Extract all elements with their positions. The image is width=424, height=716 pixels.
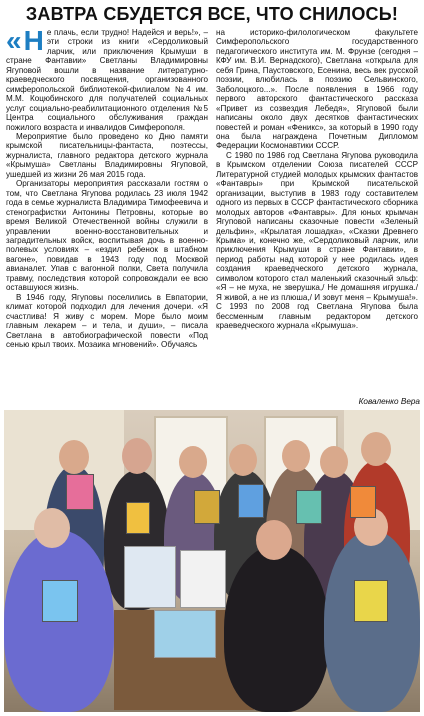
lead-text: е плачь, если трудно! Надейся и верь!», – эти строки из книги «Сердоликовый ларчик, или приключения Крымуши в стране Фантавии» Светланы Владимировны Ягуповой вошли в название литературно-краеведческого посвящения, организованного симферопольской библиотекой-филиалом №4 им. М.М. Коцюбинского для получателей социальных услуг социально-реабилитационного отделения №5 Центра социального обслуживания граждан пожилого возраста и инвалидов Симферополя.: [6, 28, 208, 132]
person: [224, 545, 329, 712]
person-head: [179, 446, 207, 478]
book: [194, 490, 220, 524]
poster: [124, 546, 176, 608]
lead-quote-mark: «: [6, 28, 22, 56]
paragraph: С 1980 по 1986 год Светлана Ягупова руководила в Крымском отделении Союза писателей СССР Литературной студией молодых крымских фантастов «Фантавры» при Крымской писательской организации, выступив в 1983 году составителем одного из первых в СССР фантастического сборника молодых авторов «Фантавры». Для юных крымчан Ягуповой написаны сказочные повести «Зеленый дельфин», «Крылатая лошадка», «Сказки Древнего Крыма» и, конечно же, «Сердоликовый ларчик, или приключения Крымуши в стране Фантавии», в период работы над которой у нее родилась идея создания краеведческого детского журнала, символом которого стал маленький сказочный эльф: «Я – не муха, не зверушка,/ Не домашняя игрушка./ Я живой, а не из плюша,/ И зовут меня – Крымуша!». С 1993 по 2008 год Светлана Ягупова была бессменным главным редактором детского краеведческого журнала «Крымуша».: [216, 150, 418, 331]
person-head: [320, 446, 348, 478]
poster: [154, 610, 216, 658]
drop-cap: Н: [23, 28, 44, 56]
book: [296, 490, 322, 524]
book: [350, 486, 376, 518]
lead-paragraph: [6, 28, 208, 132]
paragraph: на историко-филологическом факультете Симферопольского государственного педагогического института им. М. Фрунзе (сегодня – КФУ им. В.И. Вернадского), Светлана «открыла для себя Грина, Паустовского, Есенина, весь век русской поэзии, влюбилась в поэзию Сельвинского, Заболоцкого...». После появления в 1966 году первого авторского фантастического рассказа «Привет из созвездия Лебедя», Ягуповой были написаны около двух десятков фантастических повестей и роман «Феникс», за который в 1990 году она была награждена Почетным Дипломом Федерации Космонавтики СССР.: [216, 28, 418, 151]
poster: [180, 550, 226, 608]
article-column-right: [216, 28, 418, 406]
person-head: [59, 440, 89, 474]
person-head: [256, 520, 292, 560]
book: [66, 474, 94, 510]
person-head: [34, 508, 70, 548]
paragraph: В 1946 году, Ягуповы поселились в Евпатории, климат которой подходил для лечения дочери. «Я счастлива! Я живу с морем. Море было моим главным лекарем – и тела, и души», – писала Светлана в автобиографической повести «Под сенью крыл твоих. Мозаика мгновений». Обучаясь: [6, 292, 208, 349]
person-head: [229, 444, 257, 476]
author-byline: Коваленко Вера: [358, 397, 420, 406]
book: [42, 580, 78, 622]
paragraph: Организаторы мероприятия рассказали гостям о том, что Светлана Ягупова родилась 23 июля 1942 года в семье журналиста Владимира Тимофеевича и стенографистки Антонины Петровны, которые во время Великой Отечественной войны служили в управлении военно-восстановительных и заградительных войск, воспитывая дочь в военно-полевых условиях – «ездил ребенок в штабном вагоне», повидав в 1943 году под Москвой авианалет. Упав с вагонной полки, Света получила травму, последствия которой сопровождали ее всю оставшуюся жизнь.: [6, 179, 208, 293]
paragraph: Мероприятие было проведено ко Дню памяти крымской писательницы-фантаста, поэтессы, журналиста, главного редактора детского журнала «Крымуша» Светланы Владимировны Ягуповой, ушедшей из жизни 26 мая 2015 года.: [6, 131, 208, 179]
article-column-left: [6, 28, 208, 406]
headline: ЗАВТРА СБУДЕТСЯ ВСЕ, ЧТО СНИЛОСЬ!: [25, 4, 399, 24]
person-head: [361, 432, 391, 466]
book: [126, 502, 150, 534]
person-head: [122, 438, 152, 474]
person-head: [282, 440, 310, 472]
book: [238, 484, 264, 518]
group-photo: [4, 410, 420, 712]
book: [354, 580, 388, 622]
